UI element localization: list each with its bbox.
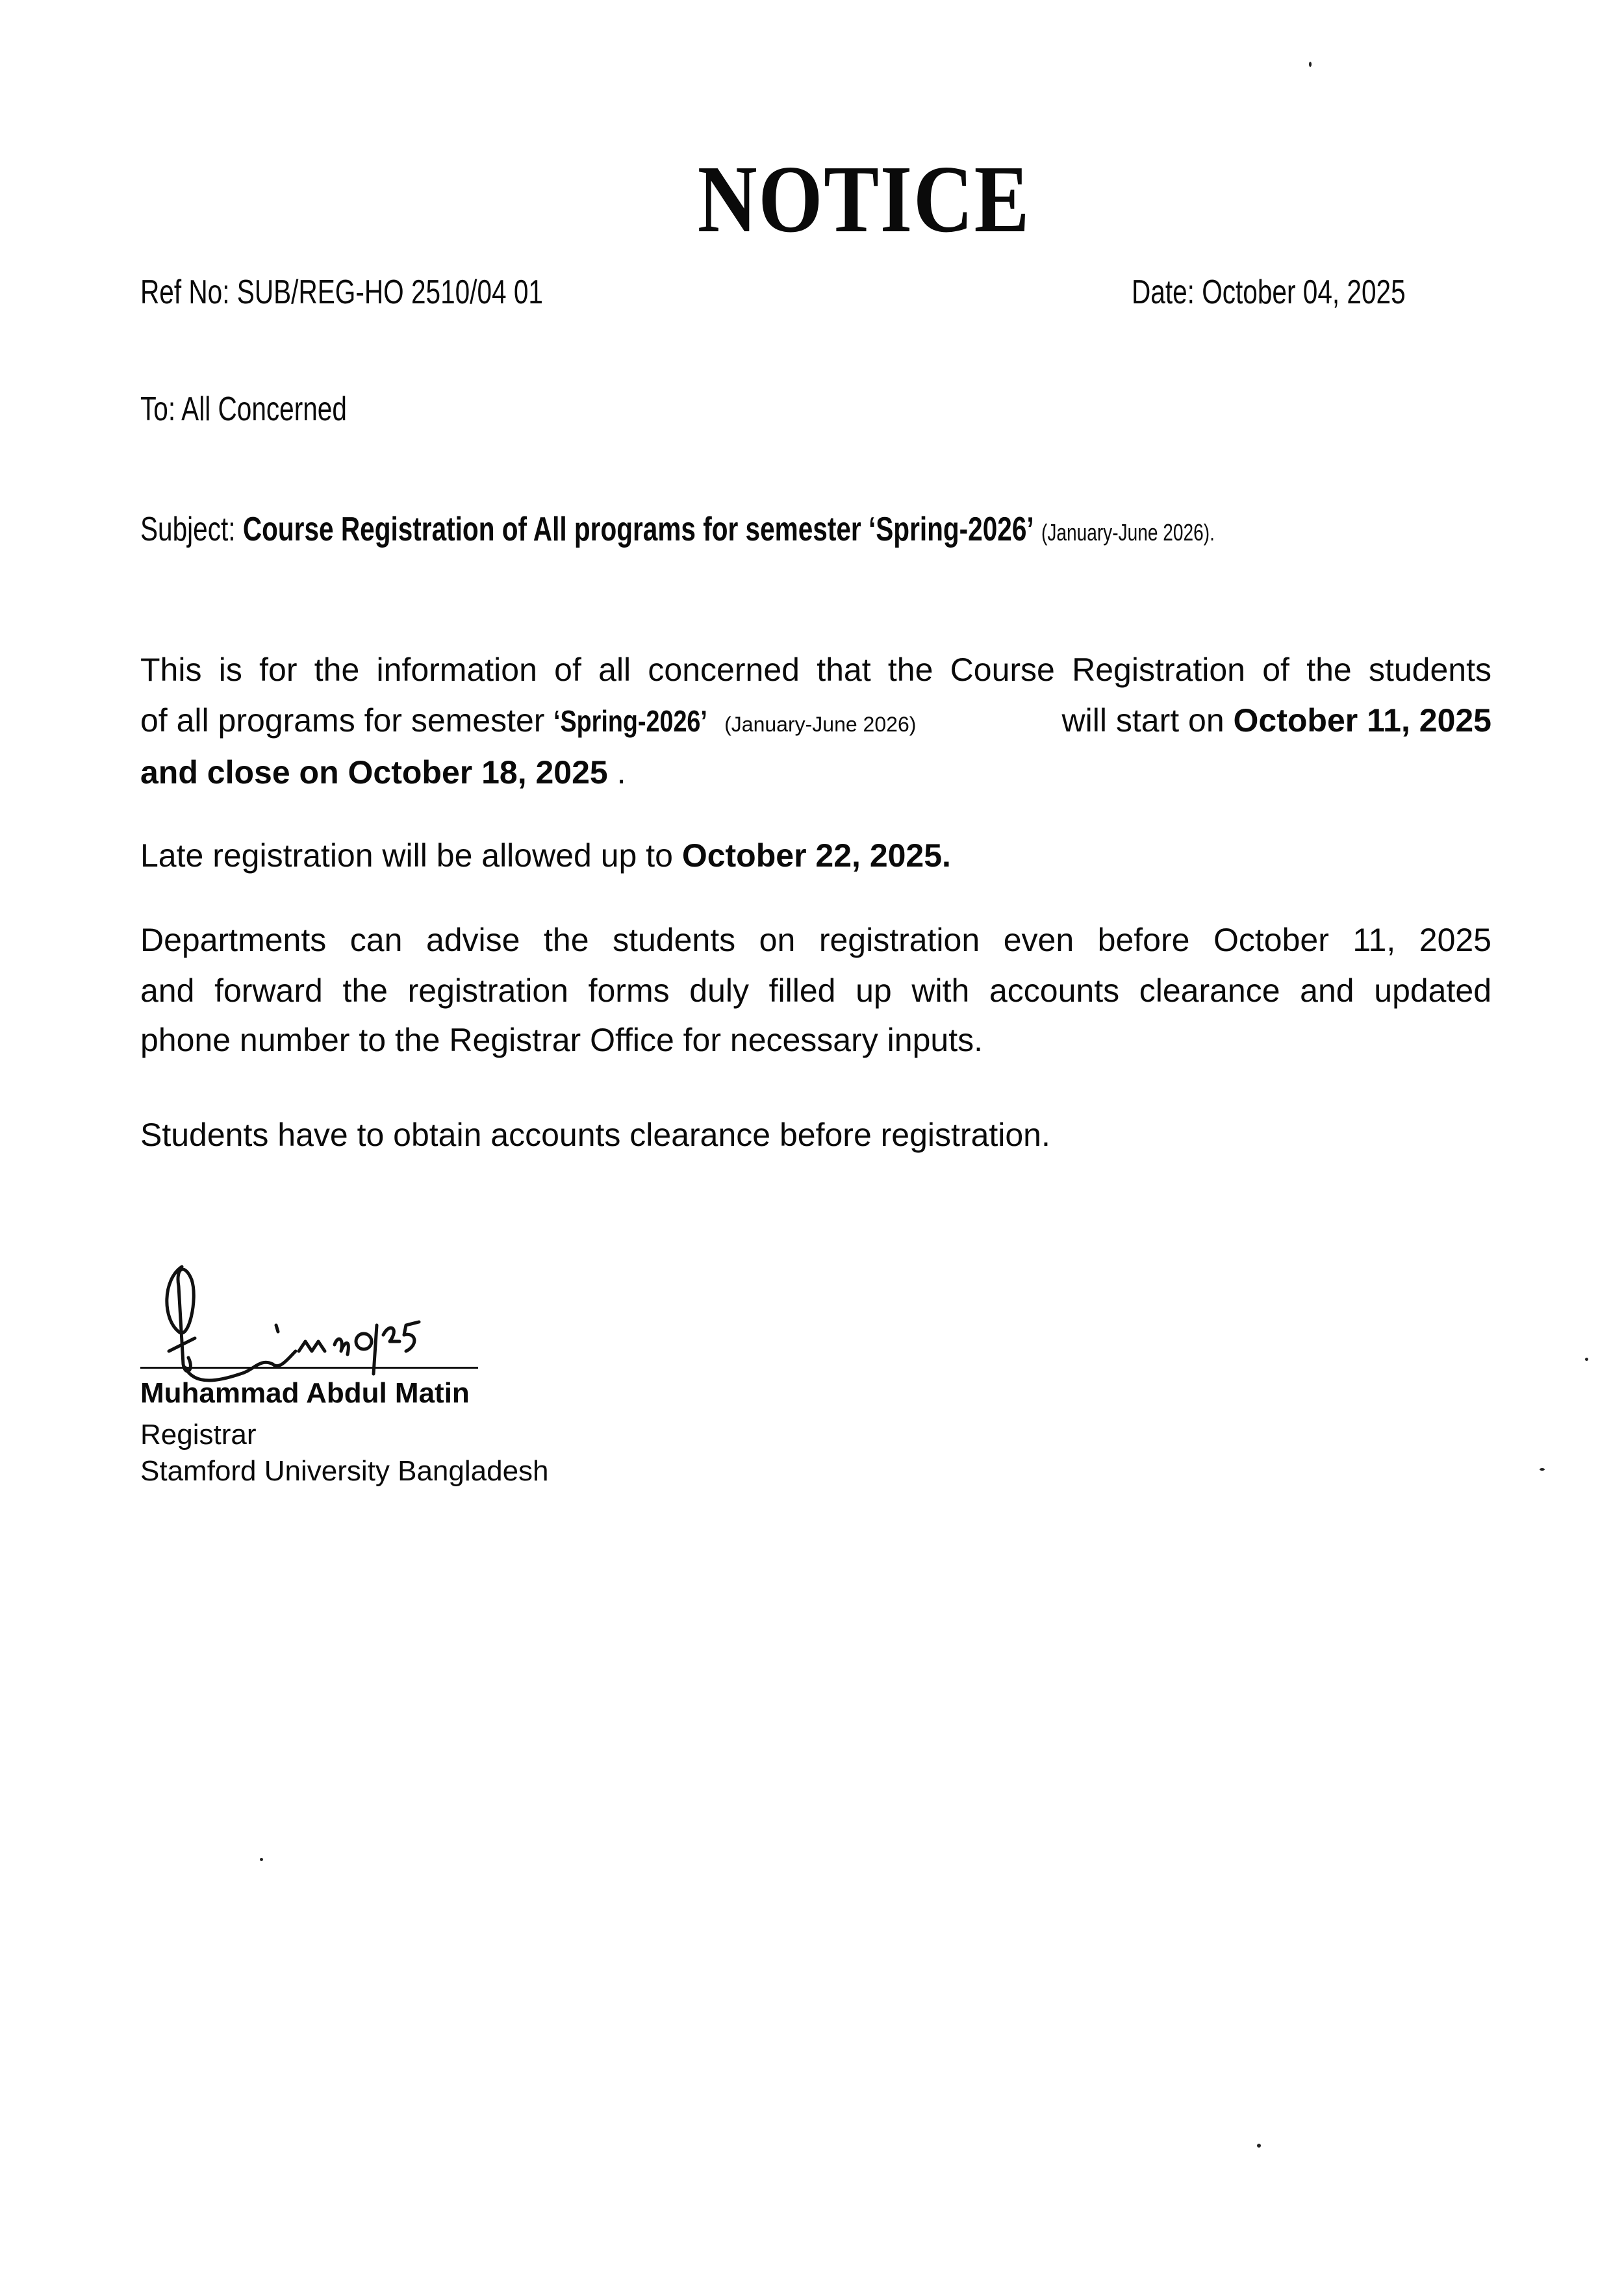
- scan-speck: [1257, 2144, 1261, 2148]
- handwritten-signature-icon: [149, 1260, 513, 1390]
- late-registration-deadline: October 22, 2025.: [681, 837, 951, 874]
- accounts-clearance-text: Students have to obtain accounts clearance before registration.: [140, 1117, 1050, 1153]
- p1-line2-b: will start on: [1061, 702, 1224, 739]
- p3-line1-text: Departments can advise the students on registration even before October 11, 2025: [140, 922, 1491, 958]
- scan-speck: [1309, 62, 1312, 67]
- p1-line3-end: .: [607, 754, 626, 791]
- p3-line2: [140, 972, 1491, 1009]
- subject-text: Course Registration of All programs for semester ‘Spring-2026’: [242, 511, 1034, 548]
- p3-line1: [140, 921, 1491, 959]
- paragraph-late-registration: [140, 837, 951, 874]
- p1-line2-a: of all programs for semester: [140, 702, 554, 739]
- p1-line1: [140, 651, 1491, 689]
- late-registration-text: Late registration will be allowed up to: [140, 837, 682, 874]
- subject-line: [140, 510, 1215, 549]
- p1-line3: [140, 754, 626, 791]
- signatory-organization: Stamford University Bangladesh: [140, 1455, 549, 1487]
- p3-line3: [140, 1021, 983, 1059]
- registration-close-date: and close on October 18, 2025: [140, 754, 608, 791]
- p3-line2-text: and forward the registration forms duly filled up with accounts clearance and updated: [140, 972, 1491, 1009]
- p1-line2: [140, 702, 1491, 739]
- signatory-designation: Registrar: [140, 1419, 257, 1451]
- signatory-name: Muhammad Abdul Matin: [140, 1377, 470, 1409]
- scan-speck: [260, 1858, 263, 1861]
- p1-line2-lead: [140, 702, 916, 739]
- p1-line2-tail: [1062, 702, 1491, 739]
- subject-period: (January-June 2026).: [1041, 519, 1215, 546]
- notice-title: NOTICE: [697, 146, 1031, 253]
- semester-name: ‘Spring-2026’: [553, 704, 708, 738]
- scan-speck: [1585, 1358, 1588, 1361]
- recipient: To: All Concerned: [140, 390, 347, 428]
- p1-line1-text: This is for the information of all concerned that the Course Registration of the students: [140, 652, 1491, 688]
- registration-start-date: October 11, 2025: [1233, 702, 1491, 739]
- notice-date: Date: October 04, 2025: [1132, 273, 1406, 311]
- semester-period: (January-June 2026): [724, 713, 917, 736]
- scan-speck: [1540, 1468, 1545, 1471]
- paragraph-accounts-clearance: [140, 1116, 1050, 1154]
- subject-label: Subject:: [140, 511, 236, 548]
- reference-number: Ref No: SUB/REG-HO 2510/04 01: [140, 273, 543, 311]
- p3-line3-text: phone number to the Registrar Office for necessary inputs.: [140, 1022, 983, 1058]
- signature-line: [140, 1367, 478, 1369]
